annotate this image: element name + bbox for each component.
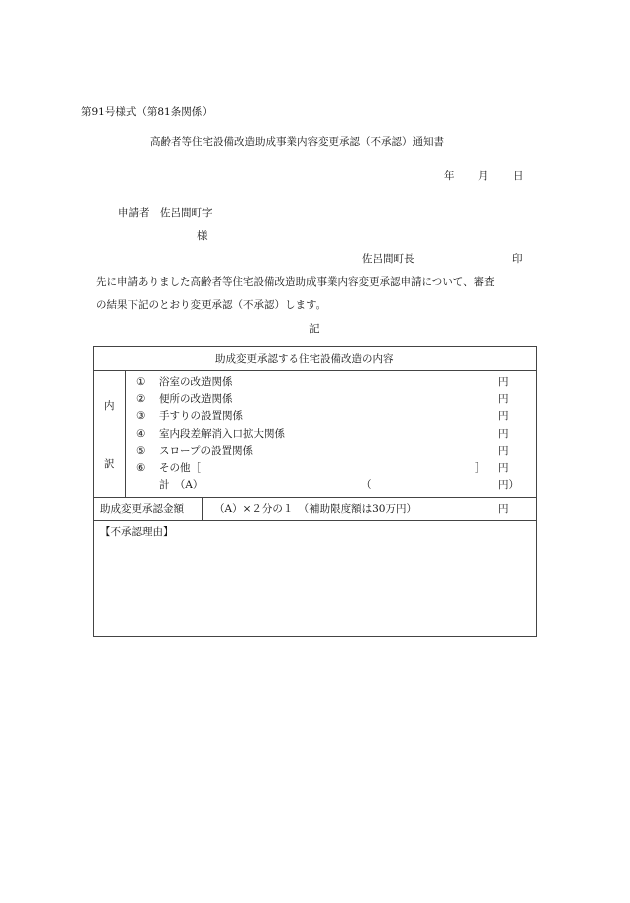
body-text-line1: 先に申請ありました高齢者等住宅設備改造助成事業内容変更承認申請について、審査 xyxy=(96,276,495,288)
item-unit: 円 xyxy=(498,376,509,388)
date-year: 年 xyxy=(444,170,455,182)
form-number: 第91号様式（第81条関係） xyxy=(81,106,213,118)
item-unit: 円 xyxy=(498,393,509,405)
amount-unit: 円 xyxy=(498,503,509,515)
table-rule-header xyxy=(94,370,536,371)
bracket-close: ］ xyxy=(475,462,486,474)
item-label: 浴室の改造関係 xyxy=(159,376,233,388)
total-unit: 円） xyxy=(498,479,519,491)
item-label: 手すりの設置関係 xyxy=(159,410,243,422)
item-label: 便所の改造関係 xyxy=(159,393,233,405)
amount-label: 助成変更承認金額 xyxy=(100,503,184,515)
applicant-label: 申請者 佐呂間町字 xyxy=(118,207,213,219)
total-paren-open: （ xyxy=(361,479,372,491)
item-number: ③ xyxy=(136,410,146,422)
body-text-line2: の結果下記のとおり変更承認（不承認）します。 xyxy=(96,299,327,311)
item-label: 室内段差解消入口拡大関係 xyxy=(159,428,285,440)
item-unit: 円 xyxy=(498,428,509,440)
document-title: 高齢者等住宅設備改造助成事業内容変更承認（不承認）通知書 xyxy=(150,136,444,148)
seal-mark: 印 xyxy=(512,253,523,265)
table-rule-reason xyxy=(94,520,536,521)
table-rule-side xyxy=(125,370,126,497)
date-day: 日 xyxy=(513,170,524,182)
item-unit: 円 xyxy=(498,462,509,474)
side-label-bottom: 訳 xyxy=(104,458,115,470)
item-number: ④ xyxy=(136,428,146,440)
item-number: ⑤ xyxy=(136,445,146,457)
table-rule-amount xyxy=(94,497,536,498)
honorific-sama: 様 xyxy=(197,230,208,242)
item-number: ⑥ xyxy=(136,462,146,474)
item-unit: 円 xyxy=(498,445,509,457)
amount-formula: （A）×２分の１ （補助限度額は30万円） xyxy=(214,503,417,515)
table-rule-amount-split xyxy=(202,497,203,520)
content-table xyxy=(93,346,537,637)
date-month: 月 xyxy=(478,170,489,182)
total-label: 計 （A） xyxy=(159,479,204,491)
mayor-title: 佐呂間町長 xyxy=(362,253,415,265)
reason-label: 【不承認理由】 xyxy=(100,526,174,538)
item-number: ② xyxy=(136,393,146,405)
item-number: ① xyxy=(136,376,146,388)
item-unit: 円 xyxy=(498,410,509,422)
ki-heading: 記 xyxy=(309,323,320,335)
side-label-top: 内 xyxy=(104,400,115,412)
item-label: スロープの設置関係 xyxy=(159,445,253,457)
item-label: その他［ xyxy=(159,462,201,474)
table-header: 助成変更承認する住宅設備改造の内容 xyxy=(215,353,394,365)
